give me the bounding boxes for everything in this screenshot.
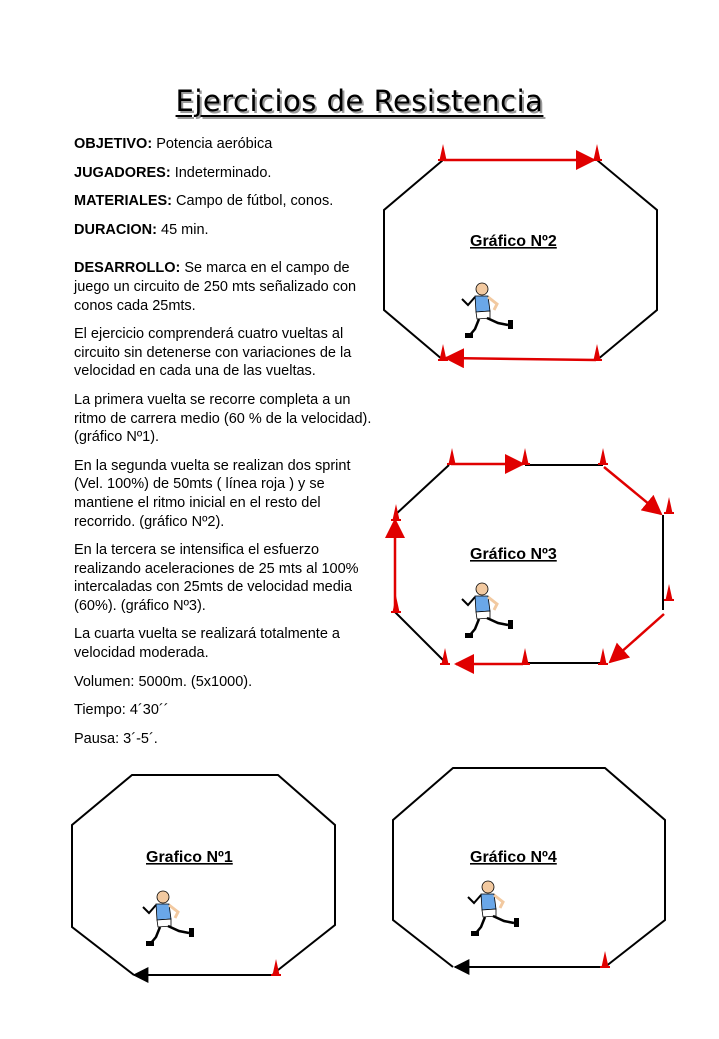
volumen-line: Volumen: 5000m. (5x1000). xyxy=(74,673,253,690)
cone-icon xyxy=(391,596,401,613)
desarrollo-p2: La primera vuelta se recorre completa a un ritmo de carrera medio (60 % de la velocidad). (gráfico Nº1). xyxy=(74,391,372,446)
jugadores-value: Indeterminado. xyxy=(174,164,272,181)
cone-icon xyxy=(447,448,457,465)
graph-2-label: Gráfico Nº2 xyxy=(470,233,557,250)
desarrollo-p3: En la segunda vuelta se realizan dos sprint (Vel. 100%) de 50mts ( línea roja ) y se mantiene el ritmo inicial en el resto del recorrido. (gráfico Nº2). xyxy=(74,457,351,530)
pausa-line: Pausa: 3´-5´. xyxy=(74,730,158,747)
cone-icon xyxy=(592,144,602,161)
graph-3 xyxy=(391,448,674,665)
sprint-arrow xyxy=(610,614,664,662)
duracion-label: DURACION: xyxy=(74,221,157,238)
cone-icon xyxy=(271,959,281,976)
objetivo-value: Potencia aeróbica xyxy=(156,136,273,152)
desarrollo-p1: El ejercicio comprenderá cuatro vueltas al circuito sin detenerse con variaciones de la velocidad en cada una de las vueltas. xyxy=(74,326,352,380)
duracion-value: 45 min. xyxy=(161,221,209,238)
sprint-arrow xyxy=(446,358,596,360)
graph-3-label: Gráfico Nº3 xyxy=(470,546,557,563)
sprint-arrow xyxy=(604,467,661,514)
desarrollo-label: DESARROLLO: xyxy=(74,260,181,277)
graph-1-label: Grafico Nº1 xyxy=(146,849,233,866)
objetivo-label: OBJETIVO: xyxy=(74,136,153,152)
runner-icon xyxy=(143,891,194,946)
graph-2 xyxy=(384,144,657,361)
cone-icon xyxy=(598,448,608,465)
graph-4-label: Gráfico Nº4 xyxy=(470,849,557,866)
runner-icon xyxy=(468,881,519,936)
cone-icon xyxy=(592,344,602,361)
desarrollo-p4: En la tercera se intensifica el esfuerzo realizando aceleraciones de 25 mts al 100% intercaladas con 25mts de velocidad media (60%). (gráfico Nº3). xyxy=(74,542,359,614)
page-title: Ejercicios de Resistencia xyxy=(175,84,544,118)
desarrollo-intro: Se marca en el campo de juego un circuito de 250 mts señalizado con conos cada 25mts. xyxy=(74,260,357,314)
jugadores-label: JUGADORES: xyxy=(74,164,171,181)
cone-icon xyxy=(520,448,530,465)
cone-icon xyxy=(391,504,401,521)
tiempo-line: Tiempo: 4´30´´ xyxy=(74,702,169,719)
runner-icon xyxy=(462,583,513,638)
graph-4 xyxy=(393,768,665,968)
cone-icon xyxy=(438,144,448,161)
materiales-value: Campo de fútbol, conos. xyxy=(176,193,334,210)
graph-1 xyxy=(72,775,335,976)
cone-icon xyxy=(440,648,450,665)
desarrollo-p5: La cuarta vuelta se realizará totalmente a velocidad moderada. xyxy=(74,626,340,662)
materiales-label: MATERIALES: xyxy=(74,193,173,210)
cone-icon xyxy=(664,584,674,601)
runner-icon xyxy=(462,283,513,338)
cone-icon xyxy=(664,497,674,514)
